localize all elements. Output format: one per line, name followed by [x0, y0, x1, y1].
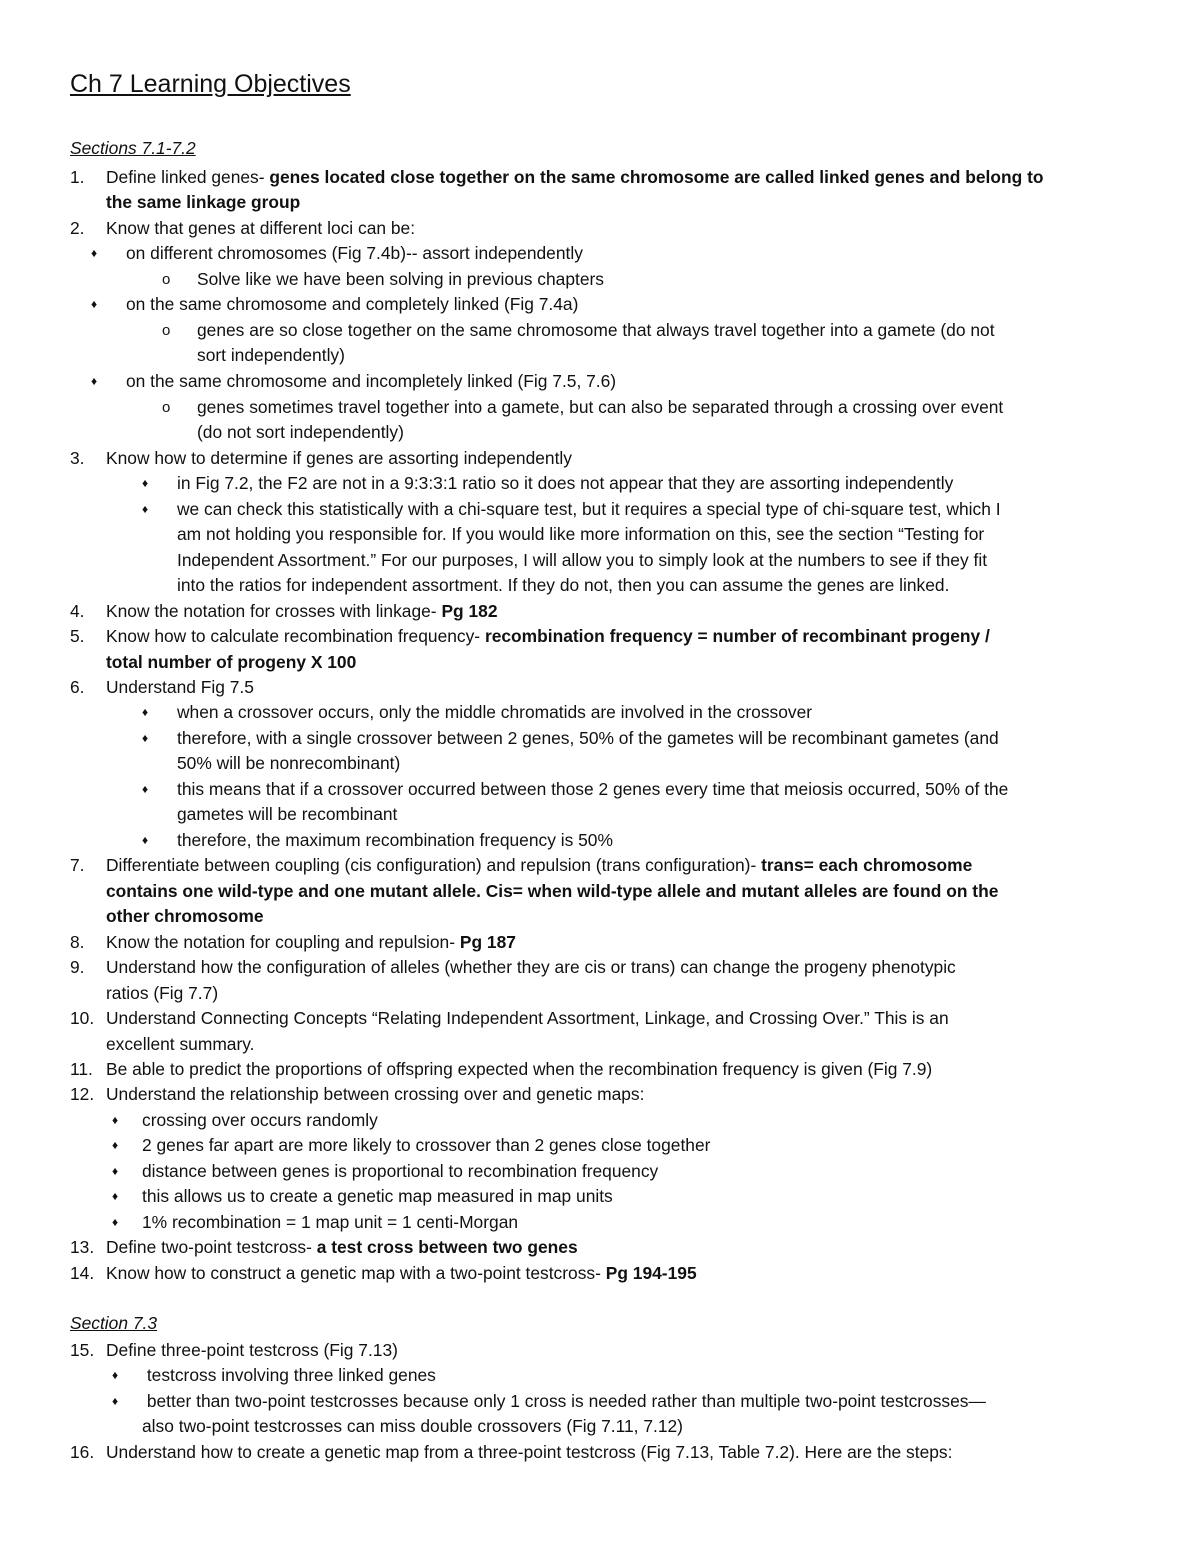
objective-answer: Pg 187 — [459, 932, 516, 952]
bullet-text: in Fig 7.2, the F2 are not in a 9:3:3:1 ratio so it does not appear that they are assorting independently — [177, 473, 954, 493]
objective-answer: a test cross between two genes — [316, 1237, 578, 1257]
sub-bullet-text: (do not sort independently) — [197, 422, 404, 442]
bullet-text: we can check this statistically with a chi-square test, but it requires a special type of chi-square test, which I — [177, 499, 1001, 519]
objective-number: 1. — [70, 167, 85, 187]
objective-number: 7. — [70, 855, 85, 875]
circle-bullet-icon: o — [162, 399, 171, 416]
objective-answer: recombination frequency = number of recombinant progeny / — [484, 626, 990, 646]
objective-answer: the same linkage group — [106, 192, 301, 212]
objective-number: 8. — [70, 932, 85, 952]
sub-bullet-text: Solve like we have been solving in previous chapters — [197, 269, 604, 289]
sub-bullet-text: genes are so close together on the same chromosome that always travel together into a gamete (do not — [197, 320, 995, 340]
bullet-text: therefore, the maximum recombination frequency is 50% — [177, 830, 613, 850]
diamond-bullet-icon: ♦ — [142, 731, 149, 745]
diamond-bullet-icon: ♦ — [91, 246, 98, 260]
objective-text: Know the notation for coupling and repulsion- — [106, 932, 460, 952]
bullet-text: this means that if a crossover occurred between those 2 genes every time that meiosis occurred, 50% of the — [177, 779, 1009, 799]
circle-bullet-icon: o — [162, 322, 171, 339]
objective-text: Know that genes at different loci can be: — [106, 218, 416, 238]
objective-text: Define three-point testcross (Fig 7.13) — [106, 1340, 398, 1360]
diamond-bullet-icon: ♦ — [142, 833, 149, 847]
bullet-text: better than two-point testcrosses because only 1 cross is needed rather than multiple two-point testcrosses— — [142, 1391, 986, 1411]
diamond-bullet-icon: ♦ — [112, 1368, 119, 1382]
bullet-text: 1% recombination = 1 map unit = 1 centi-Morgan — [142, 1212, 519, 1232]
bullet-text: Independent Assortment.” For our purposes, I will allow you to simply look at the numbers to see if they fit — [177, 550, 988, 570]
objective-number: 5. — [70, 626, 85, 646]
bullet-text: 2 genes far apart are more likely to crossover than 2 genes close together — [142, 1135, 711, 1155]
diamond-bullet-icon: ♦ — [112, 1189, 119, 1203]
section-heading-7-3: Section 7.3 — [70, 1313, 158, 1333]
diamond-bullet-icon: ♦ — [112, 1215, 119, 1229]
bullet-text: also two-point testcrosses can miss double crossovers (Fig 7.11, 7.12) — [142, 1416, 683, 1436]
bullet-text: gametes will be recombinant — [177, 804, 398, 824]
objective-answer: contains one wild-type and one mutant allele. Cis= when wild-type allele and mutant alleles are found on the — [106, 881, 999, 901]
bullet-text: testcross involving three linked genes — [142, 1365, 436, 1385]
objective-number: 6. — [70, 677, 85, 697]
bullet-text: on the same chromosome and completely linked (Fig 7.4a) — [126, 294, 579, 314]
diamond-bullet-icon: ♦ — [112, 1113, 119, 1127]
objective-text: Understand Fig 7.5 — [106, 677, 254, 697]
objective-number: 9. — [70, 957, 85, 977]
objective-number: 15. — [70, 1340, 95, 1360]
objective-number: 12. — [70, 1084, 95, 1104]
diamond-bullet-icon: ♦ — [91, 374, 98, 388]
objective-number: 10. — [70, 1008, 95, 1028]
objective-text: Know how to construct a genetic map with a two-point testcross- — [106, 1263, 606, 1283]
diamond-bullet-icon: ♦ — [142, 476, 149, 490]
objective-text: Be able to predict the proportions of offspring expected when the recombination frequency is given (Fig 7.9) — [106, 1059, 933, 1079]
objective-text: Understand the relationship between crossing over and genetic maps: — [106, 1084, 645, 1104]
objective-text: Understand Connecting Concepts “Relating Independent Assortment, Linkage, and Crossing Over.” This is an — [106, 1008, 949, 1028]
diamond-bullet-icon: ♦ — [142, 705, 149, 719]
objective-text: Understand how to create a genetic map from a three-point testcross (Fig 7.13, Table 7.2). Here are the steps: — [106, 1442, 953, 1462]
objective-answer: other chromosome — [106, 906, 264, 926]
objective-text: Know how to determine if genes are assorting independently — [106, 448, 572, 468]
objective-answer: Pg 194-195 — [605, 1263, 697, 1283]
diamond-bullet-icon: ♦ — [112, 1138, 119, 1152]
diamond-bullet-icon: ♦ — [112, 1164, 119, 1178]
section-heading-7-1-7-2: Sections 7.1-7.2 — [70, 138, 196, 158]
objective-number: 2. — [70, 218, 85, 238]
objective-text: Understand how the configuration of alleles (whether they are cis or trans) can change the progeny phenotypic — [106, 957, 956, 977]
diamond-bullet-icon: ♦ — [112, 1394, 119, 1408]
bullet-text: into the ratios for independent assortment. If they do not, then you can assume the genes are linked. — [177, 575, 950, 595]
objective-text: Define two-point testcross- — [106, 1237, 317, 1257]
objective-answer: trans= each chromosome — [761, 855, 973, 875]
bullet-text: on the same chromosome and incompletely linked (Fig 7.5, 7.6) — [126, 371, 617, 391]
objective-text: ratios (Fig 7.7) — [106, 983, 219, 1003]
sub-bullet-text: sort independently) — [197, 345, 345, 365]
sub-bullet-text: genes sometimes travel together into a gamete, but can also be separated through a crossing over event — [197, 397, 1004, 417]
circle-bullet-icon: o — [162, 271, 171, 288]
objective-number: 4. — [70, 601, 85, 621]
diamond-bullet-icon: ♦ — [91, 297, 98, 311]
bullet-text: therefore, with a single crossover between 2 genes, 50% of the gametes will be recombinant gametes (and — [177, 728, 999, 748]
objective-number: 16. — [70, 1442, 95, 1462]
objective-answer: Pg 182 — [441, 601, 498, 621]
objective-text: Know how to calculate recombination frequency- — [106, 626, 485, 646]
objective-text: Define linked genes- — [106, 167, 270, 187]
diamond-bullet-icon: ♦ — [142, 782, 149, 796]
page-title: Ch 7 Learning Objectives — [70, 70, 351, 98]
objective-text: Differentiate between coupling (cis configuration) and repulsion (trans configuration)- — [106, 855, 762, 875]
objective-number: 14. — [70, 1263, 95, 1283]
bullet-text: this allows us to create a genetic map measured in map units — [142, 1186, 613, 1206]
bullet-text: crossing over occurs randomly — [142, 1110, 378, 1130]
diamond-bullet-icon: ♦ — [142, 502, 149, 516]
objective-answer: total number of progeny X 100 — [106, 652, 357, 672]
objective-text: Know the notation for crosses with linkage- — [106, 601, 442, 621]
bullet-text: am not holding you responsible for. If you would like more information on this, see the section “Testing for — [177, 524, 985, 544]
objective-number: 11. — [70, 1059, 93, 1079]
bullet-text: when a crossover occurs, only the middle chromatids are involved in the crossover — [177, 702, 813, 722]
objective-text: excellent summary. — [106, 1034, 255, 1054]
bullet-text: 50% will be nonrecombinant) — [177, 753, 401, 773]
bullet-text: on different chromosomes (Fig 7.4b)-- assort independently — [126, 243, 583, 263]
objective-number: 3. — [70, 448, 85, 468]
objective-answer: genes located close together on the same chromosome are called linked genes and belong to — [269, 167, 1044, 187]
bullet-text: distance between genes is proportional to recombination frequency — [142, 1161, 659, 1181]
objective-number: 13. — [70, 1237, 95, 1257]
